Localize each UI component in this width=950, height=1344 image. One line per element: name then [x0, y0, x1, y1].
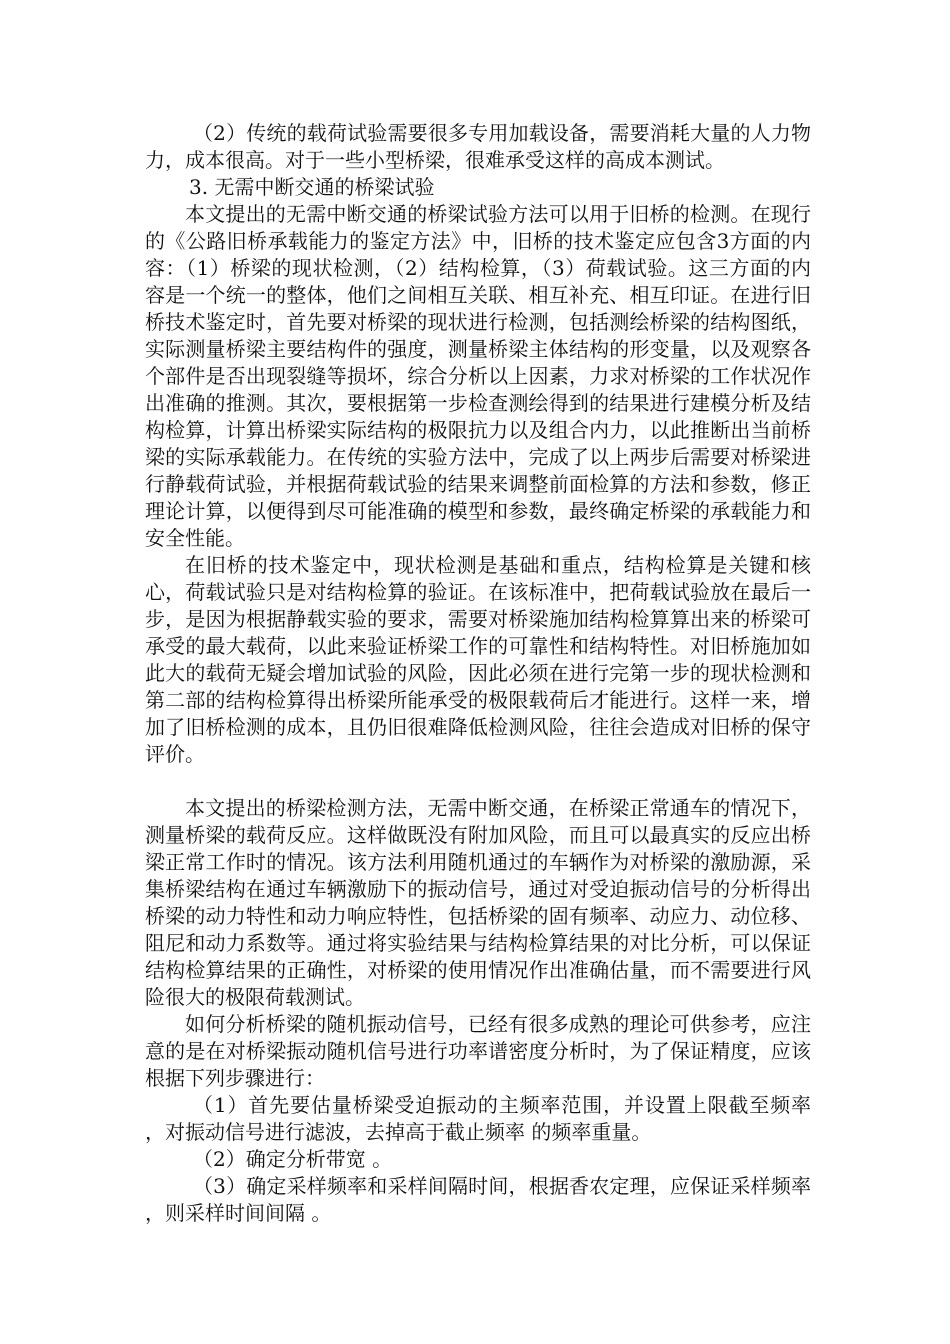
list-item-step-2: （2）确定分析带宽 。	[193, 1147, 393, 1171]
list-item-step-1: （1）首先要估量桥梁受迫振动的主频率范围，并设置上限截至频率 ，对振动信号进行滤波，去掉高于截止频率 的频率重量。	[145, 1093, 811, 1144]
paragraph-proposed-method: 本文提出的桥梁检测方法，无需中断交通，在桥梁正常通车的情况下，测量桥梁的载荷反应。这样做既没有附加风险，而且可以最真实的反应出桥梁正常工作时的情况。该方法利用随机通过的车辆作为对桥梁的激励源，采集桥梁结构在通过车辆激励下的振动信号，通过对受迫振动信号的分析得出桥梁的动力特性和动力响应特性，包括桥梁的固有频率、动应力、动位移、阻尼和动力系数等。通过将实验结果与结构检算结果的对比分析，可以保证结构检算结果的正确性，对桥梁的使用情况作出准确估量，而不需要进行风险很大的极限荷载测试。	[145, 796, 811, 1009]
list-item-step-3: （3）确定采样频率和采样间隔时间，根据香农定理，应保证采样频率 ，则采样时间间隔 。	[145, 1174, 811, 1225]
paragraph-load-test-risk: 在旧桥的技术鉴定中，现状检测是基础和重点，结构检算是关键和核心，荷载试验只是对结构检算的验证。在该标准中，把荷载试验放在最后一步，是因为根据静载实验的要求，需要对桥梁施加结构检算算出来的桥梁可承受的最大载荷，以此来验证桥梁工作的可靠性和结构特性。对旧桥施加如此大的载荷无疑会增加试验的风险，因此必须在进行完第一步的现状检测和第二部的结构检算得出桥梁所能承受的极限载荷后才能进行。这样一来，增加了旧桥检测的成本，且仍旧很难降低检测风险，往往会造成对旧桥的保守评价。	[145, 553, 811, 766]
document-page	[145, 120, 811, 1227]
paragraph-cost-drawback: （2）传统的载荷试验需要很多专用加载设备，需要消耗大量的人力物力，成本很高。对于一些小型桥梁，很难承受这样的高成本测试。	[145, 121, 811, 172]
paragraph-signal-analysis: 如何分析桥梁的随机振动信号，已经有很多成熟的理论可供参考，应注意的是在对桥梁振动随机信号进行功率谱密度分析时，为了保证精度，应该根据下列步骤进行：	[145, 1012, 811, 1090]
paragraph-appraisal-method: 本文提出的无需中断交通的桥梁试验方法可以用于旧桥的检测。在现行的《公路旧桥承载能力的鉴定方法》中，旧桥的技术鉴定应包含3方面的内容：（1）桥梁的现状检测，（2）结构检算，（3）荷载试验。这三方面的内容是一个统一的整体，他们之间相互关联、相互补充、相互印证。在进行旧桥技术鉴定时，首先要对桥梁的现状进行检测，包括测绘桥梁的结构图纸，实际测量桥梁主要结构件的强度，测量桥梁主体结构的形变量，以及观察各个部件是否出现裂缝等损坏，综合分析以上因素，力求对桥梁的工作状况作出准确的推测。其次，要根据第一步检查测绘得到的结果进行建模分析及结构检算，计算出桥梁实际结构的极限抗力以及组合内力，以此推断出当前桥梁的实际承载能力。在传统的实验方法中，完成了以上两步后需要对桥梁进行静载荷试验，并根据荷载试验的结果来调整前面检算的方法和参数，修正理论计算，以便得到尽可能准确的模型和参数，最终确定桥梁的承载能力和安全性能。	[145, 202, 811, 550]
paragraph-spacer	[145, 768, 811, 795]
section-heading: 3. 无需中断交通的桥梁试验	[189, 175, 435, 199]
